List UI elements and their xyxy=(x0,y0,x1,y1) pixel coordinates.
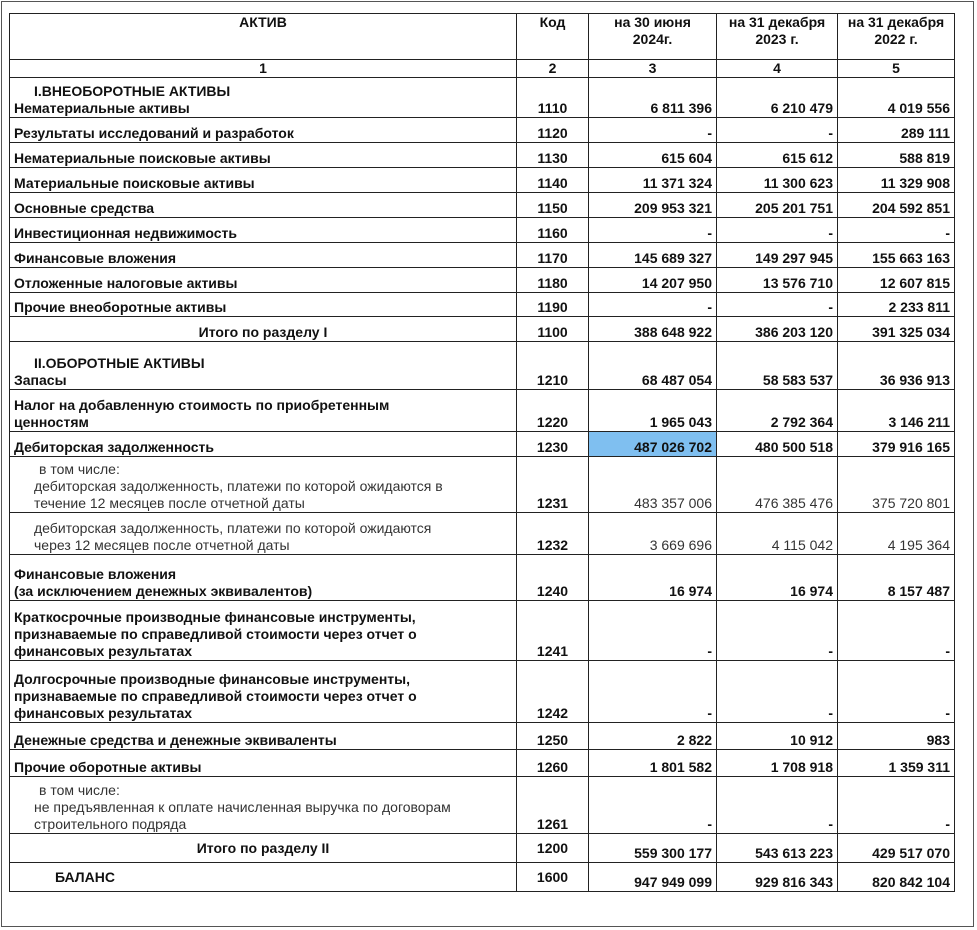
column-number: 1 xyxy=(10,60,517,78)
total-row: Итого по разделу II 1200 559 300 177 543 613 223 429 517 070 xyxy=(10,834,955,863)
table-row: I.ВНЕОБОРОТНЫЕ АКТИВЫ Нематериальные активы 1110 6 811 396 6 210 479 4 019 556 xyxy=(10,78,955,118)
highlighted-cell: 487 026 702 xyxy=(589,432,717,457)
header-2023: на 31 декабря 2023 г. xyxy=(717,14,838,60)
balance-sheet-assets-table xyxy=(9,13,955,892)
table-row: Налог на добавленную стоимость по приобретенным ценностям 1220 1 965 043 2 792 364 3 146 211 xyxy=(10,390,955,432)
row-label: Нематериальные активы xyxy=(14,100,190,116)
column-number-row xyxy=(10,60,955,78)
table-row: Финансовые вложения 1170 145 689 327 149 297 945 155 663 163 xyxy=(10,243,955,268)
table-row: Дебиторская задолженность 1230 487 026 702 480 500 518 379 916 165 xyxy=(10,432,955,457)
section-title: I.ВНЕОБОРОТНЫЕ АКТИВЫ xyxy=(34,83,231,99)
header-asset: АКТИВ xyxy=(10,14,517,60)
section-title: II.ОБОРОТНЫЕ АКТИВЫ xyxy=(34,355,205,371)
column-number: 4 xyxy=(717,60,838,78)
table-row: в том числе: дебиторская задолженность, платежи по которой ожидаются в течение 12 месяцев после отчетной даты 1231 483 357 006 476 385 476 375 720 801 xyxy=(10,457,955,513)
table-row: Краткосрочные производные финансовые инструменты, признаваемые по справедливой стоимости через отчет о финансовых результатах 1241 - - - xyxy=(10,601,955,661)
column-number: 3 xyxy=(589,60,717,78)
table-row: II.ОБОРОТНЫЕ АКТИВЫ Запасы 1210 68 487 054 58 583 537 36 936 913 xyxy=(10,342,955,390)
table-row: Нематериальные поисковые активы 1130 615 604 615 612 588 819 xyxy=(10,143,955,168)
table-row: Результаты исследований и разработок 1120 - - 289 111 xyxy=(10,118,955,143)
header-2022: на 31 декабря 2022 г. xyxy=(838,14,955,60)
table-row: Прочие оборотные активы 1260 1 801 582 1 708 918 1 359 311 xyxy=(10,750,955,777)
table-row: Инвестиционная недвижимость 1160 - - - xyxy=(10,218,955,243)
column-number: 2 xyxy=(517,60,589,78)
table-row: в том числе: не предъявленная к оплате начисленная выручка по договорам строительного подряда 1261 - - - xyxy=(10,777,955,834)
table-row: Отложенные налоговые активы 1180 14 207 950 13 576 710 12 607 815 xyxy=(10,268,955,293)
column-number: 5 xyxy=(838,60,955,78)
table-row: Денежные средства и денежные эквиваленты 1250 2 822 10 912 983 xyxy=(10,723,955,750)
table-row: Основные средства 1150 209 953 321 205 201 751 204 592 851 xyxy=(10,193,955,218)
table-row: Прочие внеоборотные активы 1190 - - 2 233 811 xyxy=(10,293,955,317)
header-row xyxy=(10,14,955,60)
table-row: Финансовые вложения (за исключением денежных эквивалентов) 1240 16 974 16 974 8 157 487 xyxy=(10,555,955,601)
balance-row: БАЛАНС 1600 947 949 099 929 816 343 820 842 104 xyxy=(10,863,955,892)
total-row: Итого по разделу I 1100 388 648 922 386 203 120 391 325 034 xyxy=(10,317,955,342)
table-row: дебиторская задолженность, платежи по которой ожидаются через 12 месяцев после отчетной даты 1232 3 669 696 4 115 042 4 195 364 xyxy=(10,513,955,555)
table-row: Материальные поисковые активы 1140 11 371 324 11 300 623 11 329 908 xyxy=(10,168,955,193)
row-label: Запасы xyxy=(14,372,67,388)
table-row: Долгосрочные производные финансовые инструменты, признаваемые по справедливой стоимости через отчет о финансовых результатах 1242 - - - xyxy=(10,661,955,723)
header-code: Код xyxy=(517,14,589,60)
header-2024: на 30 июня 2024г. xyxy=(589,14,717,60)
